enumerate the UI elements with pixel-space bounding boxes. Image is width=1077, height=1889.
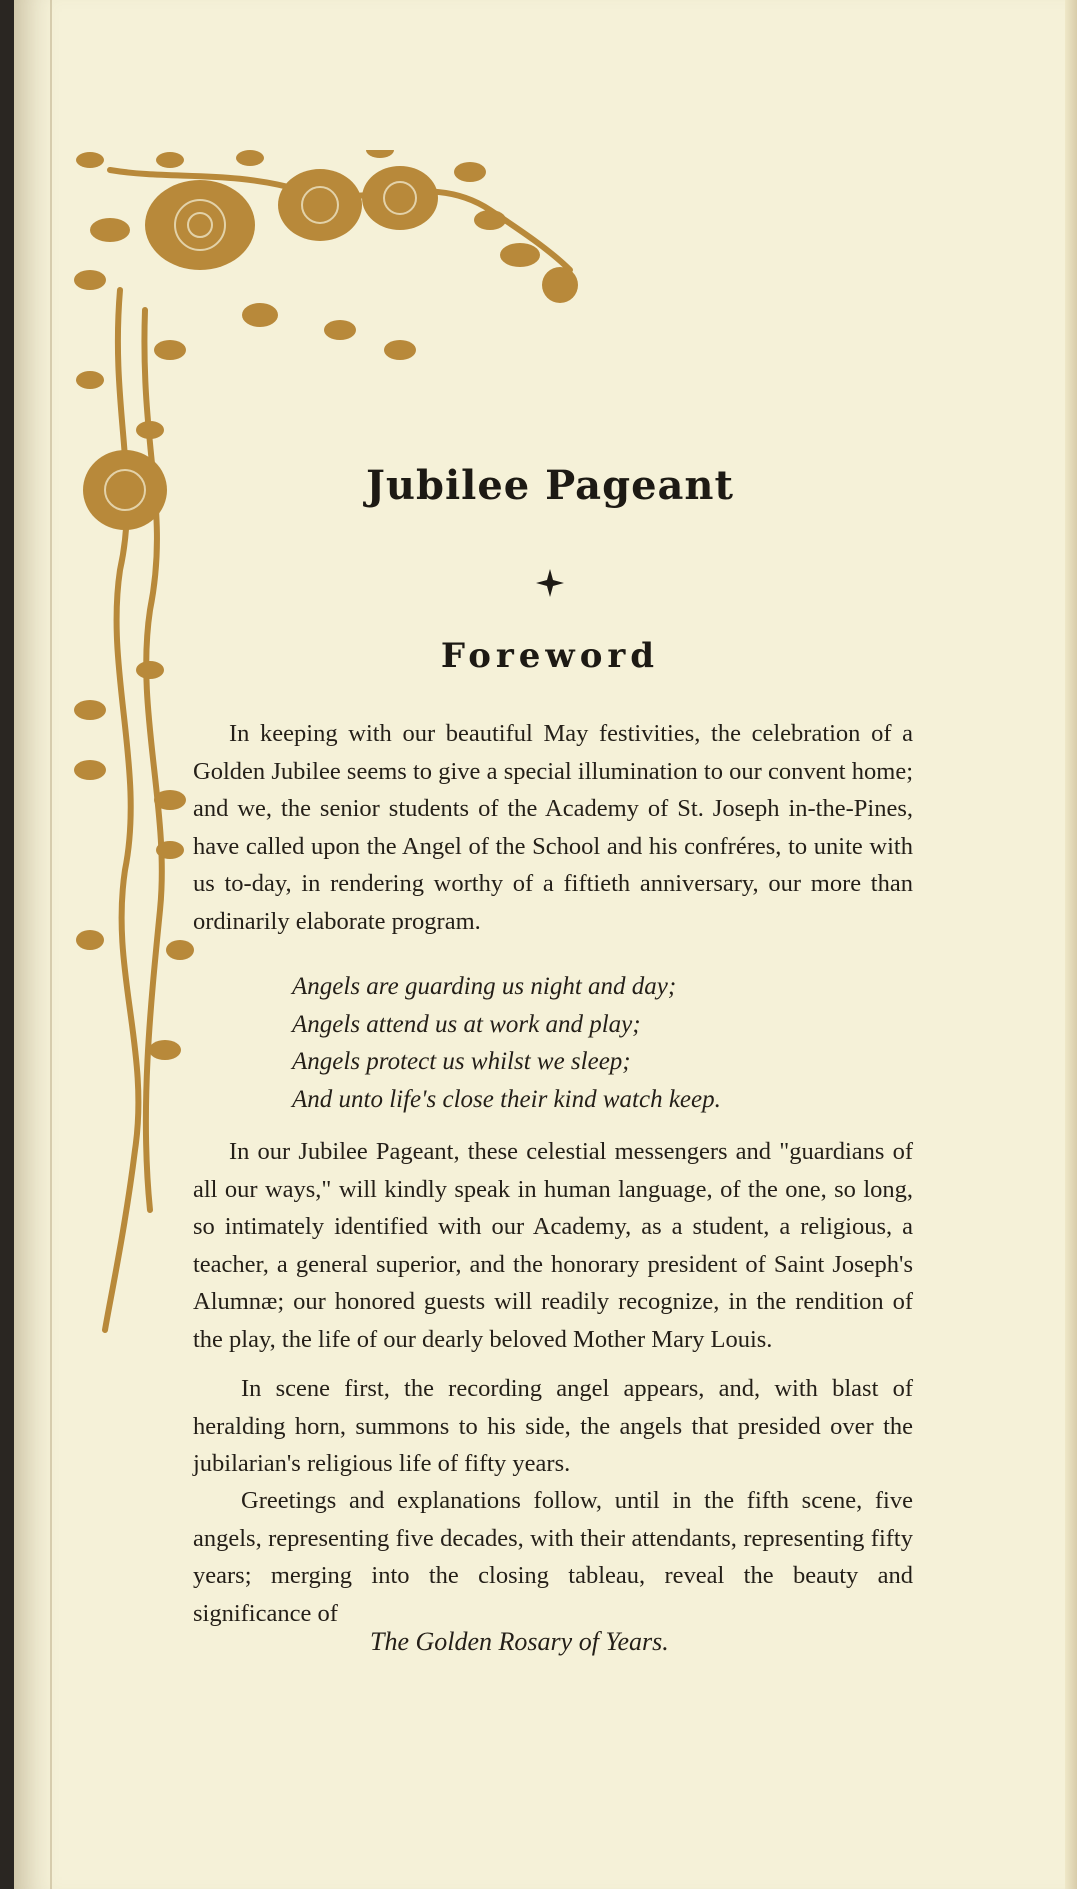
poem-line: Angels protect us whilst we sleep; — [292, 1048, 631, 1075]
page-edge — [1065, 0, 1077, 1889]
poem-line: Angels are guarding us night and day; — [292, 973, 677, 1000]
greetings-paragraph: Greetings and explanations follow, until in the fifth scene, five angels, representing five decades, with their attendants, representing fifty years; merging into the closing tableau, reveal the beauty and significance of — [193, 1487, 913, 1627]
scene-paragraph: In scene first, the recording angel appears, and, with blast of heralding horn, summons to his side, the angels that presided over the jubilarian's religious life of fifty years. — [193, 1375, 913, 1477]
poem-line: And unto life's close their kind watch keep. — [292, 1085, 721, 1113]
page-title: Jubilee Pageant — [365, 462, 734, 509]
pageant-paragraph: In our Jubilee Pageant, these celestial messengers and "guardians of all our ways," will kindly speak in human language, of the one, so long, so intimately identified with our Academy, as a student, a religious, a teacher, a general superior, and the honorary president of Saint Joseph's Alumnæ; our honored guests will readily recognize, in the rendition of the play, the life of our dearly beloved Mother Mary Louis. — [193, 1138, 913, 1353]
book-binding-edge — [0, 0, 14, 1889]
closing-line: The Golden Rosary of Years. — [370, 1627, 669, 1656]
poem-stanza — [292, 968, 912, 1118]
section-heading: Foreword — [440, 636, 660, 676]
poem-line: Angels attend us at work and play; — [292, 1010, 641, 1038]
fleuron-ornament-icon — [530, 563, 570, 603]
intro-paragraph: In keeping with our beautiful May festivities, the celebration of a Golden Jubilee seems to give a special illumination to our convent home; and we, the senior students of the Academy of St. Joseph in-the-Pines, have called upon the Angel of the School and his confréres, to unite with us to-day, in rendering worthy of a fiftieth anniversary, our more than ordinarily elaborate program. — [193, 720, 913, 935]
